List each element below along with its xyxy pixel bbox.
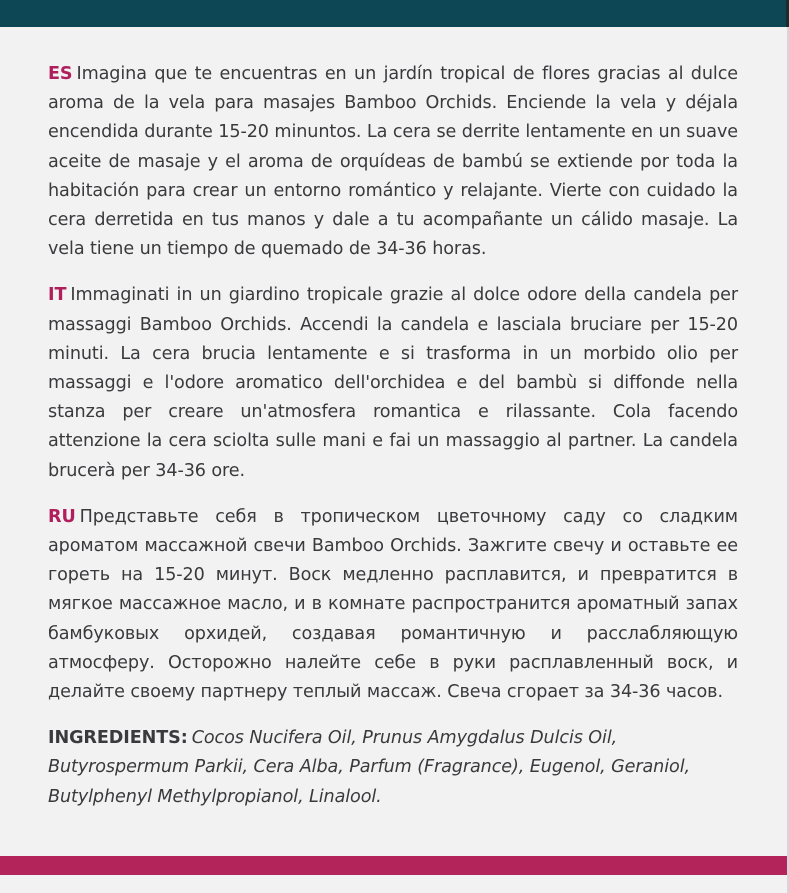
- spanish-text: Imagina que te encuentras en un jardín tropical de flores gracias al dulce aroma de la vela para masajes Bamboo Orchids. Enciende la vela y déjala encendida durante 15-20 minuntos. La cera se derrite lentamente en un suave aceite de masaje y el aroma de orquídeas de bambú se extiende por toda la habitación para crear un entorno romántico y relajante. Vierte con cuidado la cera derretida en tus manos y dale a tu acompañante un cálido masaje. La vela tiene un tiempo de quemado de 34-36 horas.: [48, 64, 738, 260]
- bottom-color-band: [0, 856, 789, 875]
- spanish-paragraph: [48, 60, 738, 264]
- language-code-es: ES: [48, 64, 73, 84]
- language-code-it: IT: [48, 285, 67, 306]
- russian-text: Представьте себя в тропическом цветочному саду со сладким ароматом массажной свечи Bamboo Orchids. Зажгите свечу и оставьте ее гореть на 15-20 минут. Воск медленно расплавится, и превратится в мягкое массажное масло, и в комнате распространится ароматный запах бамбуковых орхидей, создавая романтичную и расслабляющую атмосферу. Осторожно налейте себе в руки расплавленный воск, и делайте своему партнеру теплый массаж. Свеча сгорает за 34-36 часов.: [48, 506, 738, 703]
- ingredients-paragraph: [48, 724, 738, 812]
- italian-paragraph: [48, 281, 738, 485]
- ingredients-list: Cocos Nucifera Oil, Prunus Amygdalus Dulcis Oil, Butyrospermum Parkii, Cera Alba, Parfum (Fragrance), Eugenol, Geraniol, Butylphenyl Methylpropianol, Linalool.: [48, 728, 690, 807]
- ingredients-label: INGREDIENTS:: [48, 728, 188, 749]
- language-code-ru: RU: [48, 506, 76, 527]
- russian-paragraph: [48, 503, 738, 707]
- top-color-band: [0, 0, 789, 27]
- label-text-block: [48, 60, 738, 829]
- italian-text: Immaginati in un giardino tropicale grazie al dolce odore della candela per massaggi Bamboo Orchids. Accendi la candela e lasciala bruciare per 15-20 minuti. La cera brucia lentamente e si trasforma in un morbido olio per massaggi e l'odore aromatico dell'orchidea e del bambù si diffonde nella stanza per creare un'atmosfera romantica e rilassante. Cola facendo attenzione la cera sciolta sulle mani e fai un massaggio al partner. La candela brucerà per 34-36 ore.: [48, 285, 738, 481]
